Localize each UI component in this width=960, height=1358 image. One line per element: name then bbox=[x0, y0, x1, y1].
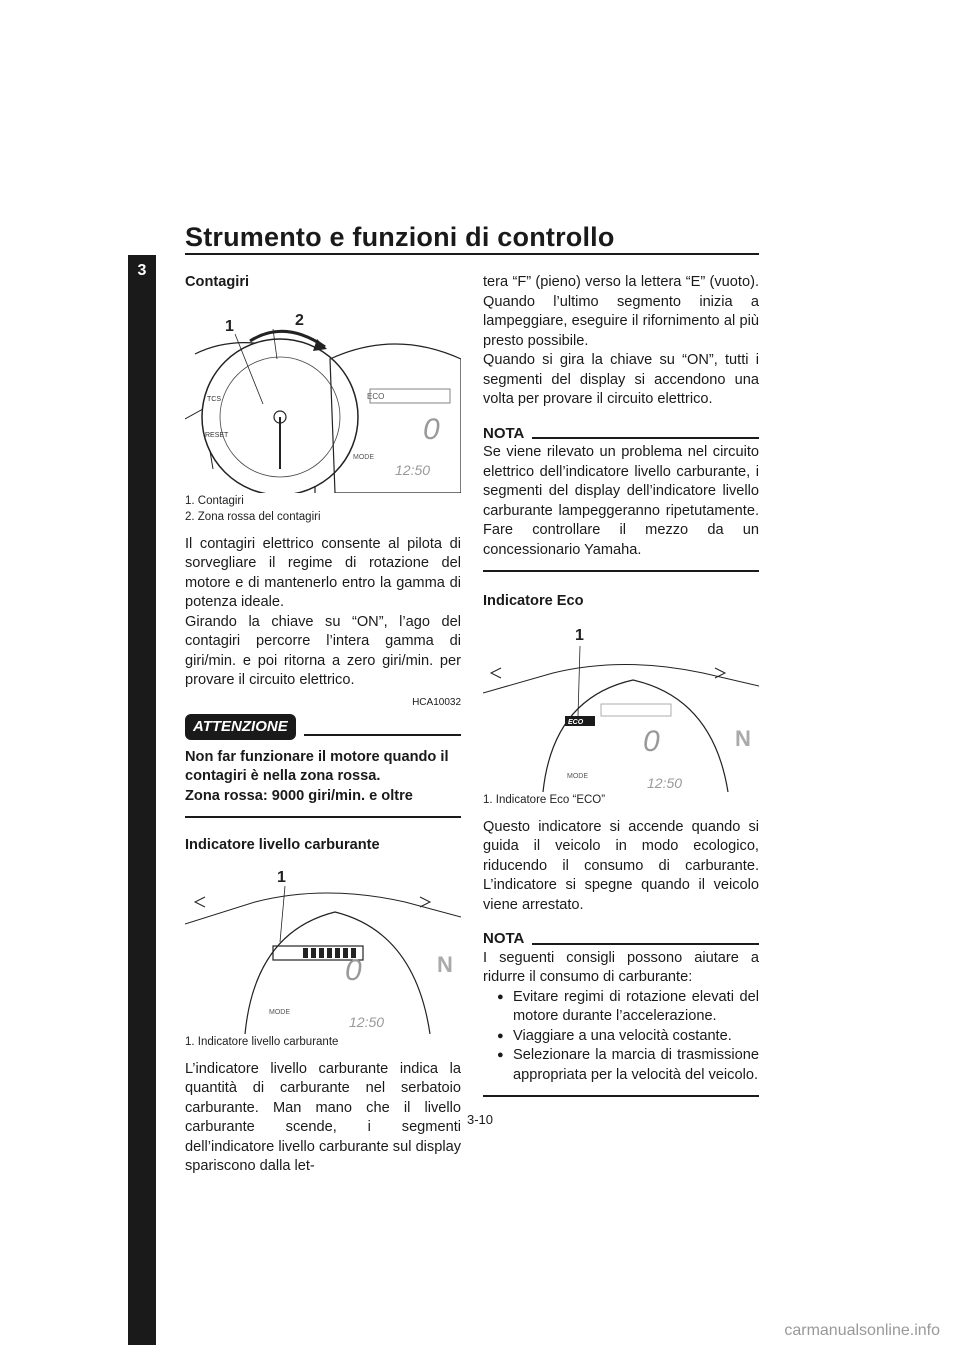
list-item: ● Evitare regimi di rotazione elevati del motore durante l’accelerazione. bbox=[483, 988, 759, 1027]
carburante-figure bbox=[185, 862, 461, 1034]
nota-2-end-rule bbox=[483, 1095, 759, 1097]
eco-caption: 1. Indicatore Eco “ECO” bbox=[483, 793, 606, 806]
nota-1-header bbox=[483, 424, 759, 444]
carburante-para-cont-2: Quando si gira la chiave su “ON”, tutti i segmenti del display si accendono una volta per provare il circuito elettrico. bbox=[483, 352, 759, 407]
eco-para: Questo indicatore si accende quando si guida il veicolo in modo ecologico, riducendo il consumo di carburante. L’indicatore si spegne quando il veicolo viene arrestato. bbox=[483, 818, 759, 913]
eco-speed-readout: 0 bbox=[643, 724, 660, 758]
left-column bbox=[185, 273, 461, 1177]
nota-1-label: NOTA bbox=[483, 424, 525, 442]
nota-1-end-rule bbox=[483, 570, 759, 572]
nota-2-intro: I seguenti consigli possono aiutare a ridurre il consumo di carburante: bbox=[483, 949, 759, 985]
contagiri-caption-2: 2. Zona rossa del contagiri bbox=[185, 510, 321, 523]
reset-label: RESET bbox=[205, 431, 229, 439]
fuel-tips-list bbox=[483, 988, 759, 1086]
tachometer-illustration bbox=[185, 299, 461, 493]
nota-2-rule bbox=[532, 943, 759, 945]
speed-readout: 0 bbox=[423, 412, 440, 446]
contagiri-caption-1: 1. Contagiri bbox=[185, 494, 244, 507]
fuel-gear-readout: N bbox=[437, 951, 453, 977]
fuel-clock-readout: 12:50 bbox=[349, 1013, 385, 1030]
warning-text-1: Non far funzionare il motore quando il contagiri è nella zona rossa. bbox=[185, 748, 449, 784]
eco-clock-readout: 12:50 bbox=[647, 774, 683, 791]
tcs-label: TCS bbox=[207, 395, 221, 403]
tacho-callout-2: 2 bbox=[295, 311, 304, 329]
carburante-heading: Indicatore livello carburante bbox=[185, 837, 380, 853]
carburante-para-cont-1: tera “F” (pieno) verso la lettera “E” (vuoto). Quando l’ultimo segmento inizia a lampeggiare, eseguire il rifornimento al più presto possibile. bbox=[483, 274, 759, 349]
chapter-number: 3 bbox=[137, 262, 147, 279]
fuel-callout-1: 1 bbox=[277, 868, 286, 886]
contagiri-para-1: Il contagiri elettrico consente al pilota di sorvegliare il regime di rotazione del motore e di mantenerlo entro la gamma di potenza ideale. bbox=[185, 535, 461, 610]
warning-label: ATTENZIONE bbox=[185, 714, 296, 740]
eco-badge-text: ECO bbox=[568, 718, 584, 726]
fuel-speed-readout: 0 bbox=[345, 953, 362, 987]
warning-end-rule bbox=[185, 816, 461, 818]
eco-indicator-illustration bbox=[483, 618, 759, 792]
list-item: ● Selezionare la marcia di trasmissione appropriata per la velocità del veicolo. bbox=[483, 1046, 759, 1085]
warning-text-2: Zona rossa: 9000 giri/min. e oltre bbox=[185, 787, 413, 804]
tacho-callout-1: 1 bbox=[225, 317, 234, 335]
nota-1-text: Se viene rilevato un problema nel circuito elettrico dell’indicatore livello carburante, i segmenti del display dell’indicatore livello carburante lampeggeranno ripetutamente. Fare controllare il mezzo da un concessionario Yamaha. bbox=[483, 444, 759, 558]
nota-2-label: NOTA bbox=[483, 930, 525, 947]
contagiri-para-2: Girando la chiave su “ON”, l’ago del contagiri percorre l’intera gamma di giri/min. e poi ritorna a zero giri/min. per provare il circuito elettrico. bbox=[185, 613, 461, 688]
carburante-caption: 1. Indicatore livello carburante bbox=[185, 1035, 339, 1048]
contagiri-figure bbox=[185, 299, 461, 493]
warning-header bbox=[185, 714, 461, 740]
right-column bbox=[483, 273, 759, 1097]
clock-readout: 12:50 bbox=[395, 461, 431, 478]
eco-mode-label: MODE bbox=[567, 772, 588, 780]
page-title: Strumento e funzioni di controllo bbox=[185, 222, 615, 252]
page-number: 3-10 bbox=[466, 1112, 494, 1127]
title-rule bbox=[185, 253, 759, 255]
warning-code: HCA10032 bbox=[412, 696, 461, 708]
nota-1-rule bbox=[532, 437, 759, 439]
eco-label: ECO bbox=[367, 391, 385, 401]
eco-figure bbox=[483, 618, 759, 792]
watermark: carmanualsonline.info bbox=[784, 1322, 940, 1339]
contagiri-heading: Contagiri bbox=[185, 274, 250, 290]
mode-label: MODE bbox=[353, 453, 374, 461]
fuel-mode-label: MODE bbox=[269, 1008, 290, 1016]
carburante-para: L’indicatore livello carburante indica la quantità di carburante nel serbatoio carburante. Man mano che il livello carburante scende, i segmenti dell’indicatore livello carburante sul display spariscono dalla let- bbox=[185, 1060, 461, 1174]
warning-rule bbox=[304, 734, 461, 736]
eco-gear-readout: N bbox=[735, 725, 751, 751]
nota-2-header bbox=[483, 929, 759, 949]
eco-callout-1: 1 bbox=[575, 626, 584, 644]
chapter-tab bbox=[128, 255, 156, 1345]
fuel-gauge-illustration bbox=[185, 862, 461, 1034]
eco-heading: Indicatore Eco bbox=[483, 593, 584, 609]
list-item: ● Viaggiare a una velocità costante. bbox=[483, 1027, 759, 1047]
